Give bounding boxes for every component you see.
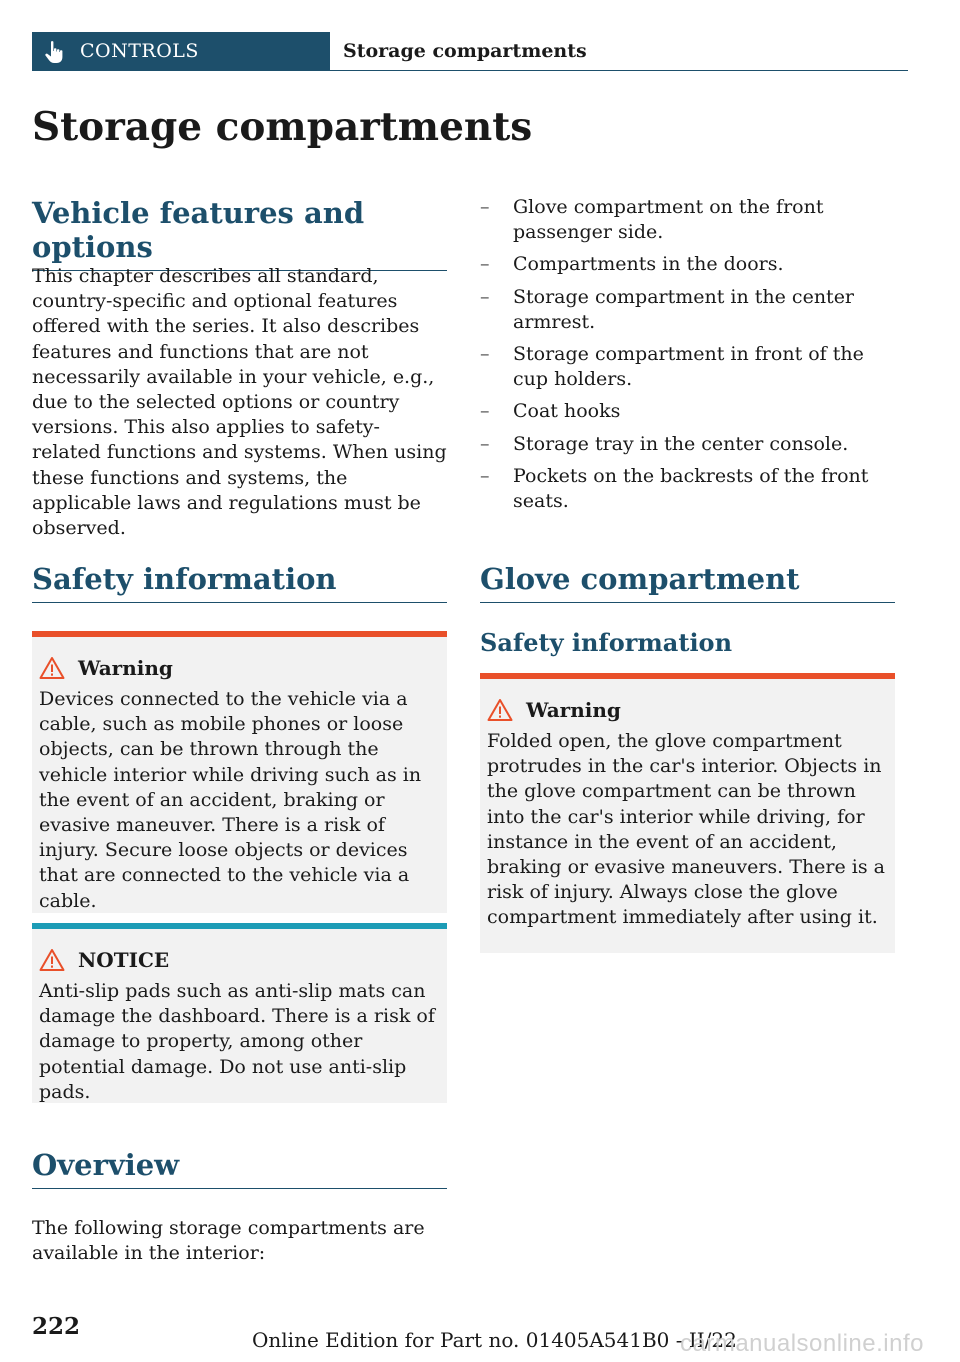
list-item: – Compartments in the doors. <box>480 253 784 276</box>
glove-warning-text: Folded open, the glove compartment protrudes in the car's interior. Objects in the glove compartment can be thrown into the car's interior while driving, for instance in the event of an accident, braking or evasive maneuvers. There is a risk of injury. Always close the glove compartment immediately after using it. <box>487 730 885 929</box>
page-number: 222 <box>32 1313 81 1340</box>
watermark: carmanualsonline.info <box>680 1330 924 1357</box>
safety-heading: Safety information <box>32 562 447 603</box>
warning-box <box>32 631 447 913</box>
section-label: Storage compartments <box>330 32 908 71</box>
warning-triangle-icon <box>39 656 65 680</box>
notice-title: NOTICE <box>78 948 170 972</box>
edition-line: Online Edition for Part no. 01405A541B0 - II/22 <box>252 1328 737 1352</box>
hand-pointer-icon <box>44 40 66 64</box>
warning-title: Warning <box>78 656 173 680</box>
features-heading: Vehicle features and options <box>32 196 447 271</box>
list-item: – Glove compartment on the front passenger side. <box>480 196 824 244</box>
overview-heading: Overview <box>32 1148 447 1189</box>
chapter-tab <box>32 32 330 71</box>
list-item: – Storage tray in the center console. <box>480 432 849 455</box>
glove-safety-heading: Safety information <box>480 628 733 657</box>
notice-box <box>32 923 447 1103</box>
chapter-label: CONTROLS <box>80 40 199 62</box>
overview-text: The following storage compartments are available in the interior: <box>32 1217 425 1265</box>
list-item: – Storage compartment in the center armrest. <box>480 285 855 333</box>
glove-warning-title: Warning <box>526 698 621 722</box>
notice-text: Anti-slip pads such as anti-slip mats can damage the dashboard. There is a risk of damage to property, among other potential damage. Do not use anti-slip pads. <box>39 980 435 1103</box>
warning-text: Devices connected to the vehicle via a cable, such as mobile phones or loose objects, can be thrown through the vehicle interior while driving such as in the event of an accident, braking or evasive maneuver. There is a risk of injury. Secure loose objects or devices that are connected to the vehicle via a cable. <box>39 688 422 912</box>
page-title: Storage compartments <box>32 104 533 150</box>
features-text: This chapter describes all standard, country-specific and optional features offered with the series. It also describes features and functions that are not necessarily available in your vehicle, e.g., due to the selected options or country versions. This also applies to safety-related functions and systems. When using these functions and systems, the applicable laws and regulations must be observed. <box>32 265 447 540</box>
glove-heading: Glove compartment <box>480 562 895 603</box>
list-item: – Pockets on the backrests of the front seats. <box>480 464 869 513</box>
running-header <box>32 32 895 71</box>
warning-triangle-icon <box>39 948 65 972</box>
list-item: – Storage compartment in front of the cup holders. <box>480 343 864 391</box>
glove-warning-box <box>480 673 895 953</box>
storage-list <box>480 195 895 521</box>
list-item: – Coat hooks <box>480 400 621 423</box>
warning-triangle-icon <box>487 698 513 722</box>
